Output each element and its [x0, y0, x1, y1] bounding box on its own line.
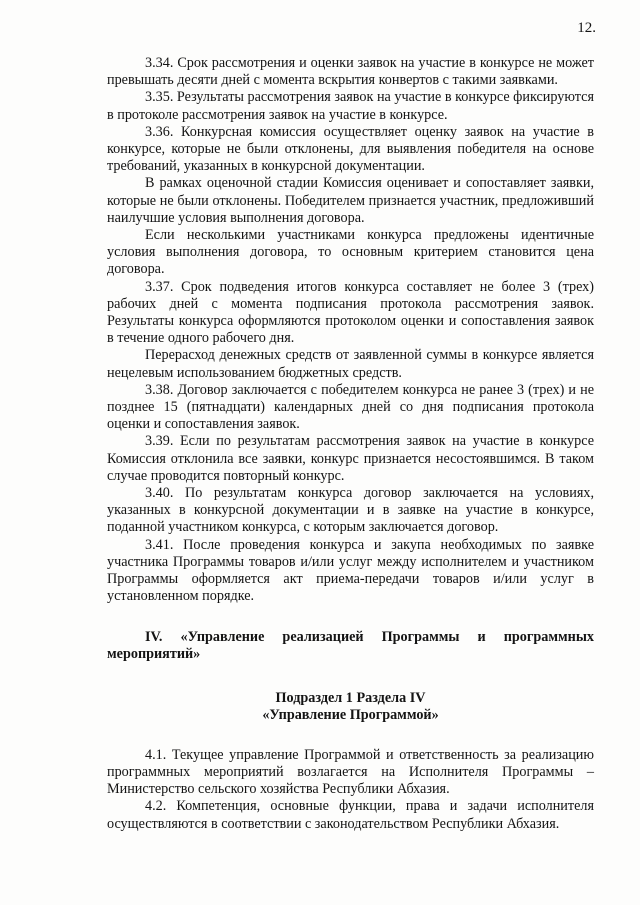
subsection-title-line2: «Управление Программой»	[262, 707, 439, 724]
paragraph-evaluation-stage: В рамках оценочной стадии Комиссия оценивает и сопоставляет заявки, которые не были отклонены. Победителем признается участник, предложивший наилучшие условия выполнения договора.	[107, 175, 594, 226]
document-body	[107, 55, 594, 833]
paragraph-3-41: 3.41. После проведения конкурса и закупа необходимых по заявке участника Программы товаров и/или услуг между исполнителем и участником Программы оформляется акт приема-передачи товаров и/или услуг в установленном порядке.	[107, 536, 594, 605]
subsection-title	[107, 690, 594, 725]
paragraph-4-2: 4.2. Компетенция, основные функции, права и задачи исполнителя осуществляются в соответствии с законодательством Республики Абхазия.	[107, 798, 594, 832]
paragraph-3-35: 3.35. Результаты рассмотрения заявок на участие в конкурсе фиксируются в протоколе рассмотрения заявок на участие в конкурсе.	[107, 89, 594, 123]
paragraph-3-40: 3.40. По результатам конкурса договор заключается на условиях, указанных в конкурсной документации и в заявке на участие в конкурсе, поданной участником конкурса, с которым заключается договор.	[107, 485, 594, 536]
subsection-title-line1: Подраздел 1 Раздела IV	[275, 689, 426, 706]
paragraph-3-39: 3.39. Если по результатам рассмотрения заявок на участие в конкурсе Комиссия отклонила все заявки, конкурс признается несостоявшимся. В таком случае проводится повторный конкурс.	[107, 433, 594, 484]
paragraph-overspending: Перерасход денежных средств от заявленной суммы в конкурсе является нецелевым использованием бюджетных средств.	[107, 347, 594, 381]
page-number: 12.	[577, 20, 596, 36]
paragraph-3-36: 3.36. Конкурсная комиссия осуществляет оценку заявок на участие в конкурсе, которые не были отклонены, для выявления победителя на основе требований, указанных в конкурсной документации.	[107, 123, 594, 175]
paragraph-3-37: 3.37. Срок подведения итогов конкурса составляет не более 3 (трех) рабочих дней с момента подписания протокола рассмотрения заявок. Результаты конкурса оформляются протоколом оценки и сопоставления заявок в течение одного рабочего дня.	[107, 278, 594, 347]
paragraph-4-1: 4.1. Текущее управление Программой и ответственность за реализацию программных мероприятий возлагается на Исполнителя Программы – Министерство сельского хозяйства Республики Абхазия.	[107, 746, 594, 798]
section-heading: IV. «Управление реализацией Программы и программных мероприятий»	[107, 628, 594, 663]
paragraph-identical-conditions: Если несколькими участниками конкурса предложены идентичные условия выполнения договора, то основным критерием становится цена договора.	[107, 227, 594, 278]
paragraph-3-38: 3.38. Договор заключается с победителем конкурса не ранее 3 (трех) и не позднее 15 (пятнадцати) календарных дней со дня подписания протокола оценки и сопоставления заявок.	[107, 381, 594, 433]
paragraph-3-34: 3.34. Срок рассмотрения и оценки заявок на участие в конкурсе не может превышать десяти дней с момента вскрытия конвертов с такими заявками.	[107, 55, 594, 89]
